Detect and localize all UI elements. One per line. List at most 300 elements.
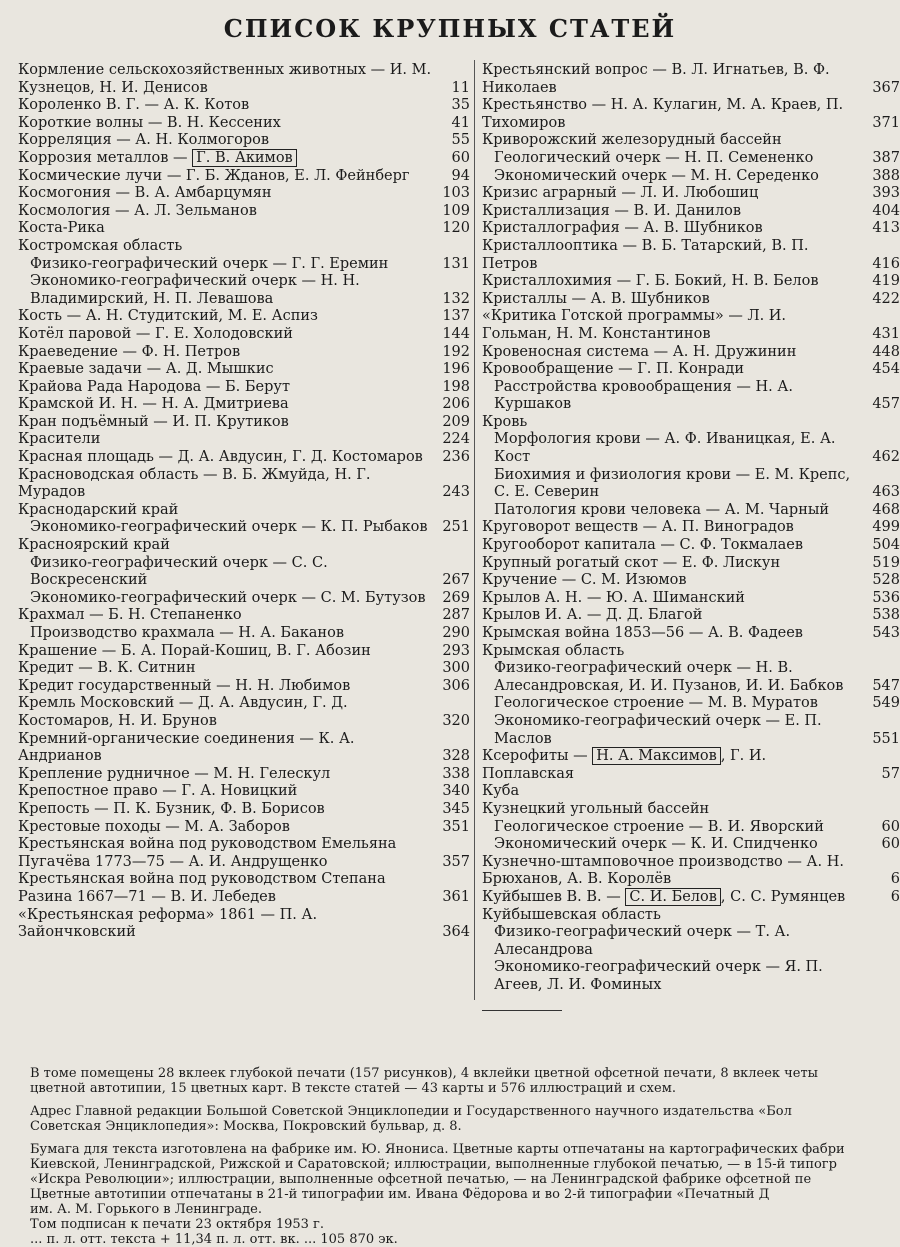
entry-text: Экономико-географический очерк — С. М. Бутузов xyxy=(30,589,426,606)
entry-text: Короткие волны — В. Н. Кессених xyxy=(18,114,281,131)
entry-text: Крашение — Б. А. Порай-Кошиц, В. Г. Абозин xyxy=(18,642,371,659)
entry-title xyxy=(482,607,856,625)
page-number: 357 xyxy=(442,853,470,870)
column-divider xyxy=(474,60,475,1000)
index-entry xyxy=(482,801,900,819)
entry-text: Криворожский железорудный бассейн xyxy=(482,132,782,149)
page-number: 290 xyxy=(442,625,470,641)
entry-title xyxy=(482,643,856,661)
index-entry xyxy=(18,643,470,661)
entry-text: Кремний-органические соединения — К. А. Андрианов xyxy=(18,730,355,765)
page-number: 41 xyxy=(451,114,470,131)
entry-text: Короленко В. Г. — А. К. Котов xyxy=(18,97,250,114)
page-number: 364 xyxy=(442,924,470,941)
entry-title xyxy=(482,203,856,221)
page-number: 419 xyxy=(872,273,900,290)
index-entry xyxy=(482,660,900,695)
page-number: 463 xyxy=(872,484,900,501)
deceased-author-box: Н. А. Максимов xyxy=(592,747,721,765)
entry-title xyxy=(494,379,856,414)
index-entry xyxy=(482,519,900,537)
entry-title xyxy=(18,414,434,432)
page-number: 387 xyxy=(872,149,900,166)
entry-title xyxy=(482,748,856,783)
entry-title xyxy=(18,537,434,555)
page-number: 504 xyxy=(872,537,900,554)
page-number: 60 xyxy=(451,149,470,166)
entry-text: Крепление рудничное — М. Н. Гелескул xyxy=(18,765,331,782)
entry-text: Коста-Рика xyxy=(18,220,105,237)
index-entry xyxy=(18,731,470,766)
index-entry xyxy=(18,467,470,502)
index-entry xyxy=(482,431,900,466)
entry-text: Кругооборот капитала — С. Ф. Токмалаев xyxy=(482,537,804,554)
page-number: 543 xyxy=(872,625,900,641)
page-number: 103 xyxy=(442,185,470,202)
index-entry xyxy=(482,643,900,661)
entry-text: Кузнечно-штамповочное производство — А. Н. Брюханов, А. В. Королёв xyxy=(482,853,844,888)
entry-text: Биохимия и физиология крови — Е. М. Крепс, С. Е. Северин xyxy=(494,466,851,501)
entry-text: Кристаллы — А. В. Шубников xyxy=(482,290,710,307)
entry-text: Кручение — С. М. Изюмов xyxy=(482,572,687,589)
page-number: 293 xyxy=(442,642,470,659)
entry-title xyxy=(18,220,434,238)
page-number: 137 xyxy=(442,308,470,325)
index-entry xyxy=(18,256,470,274)
imprint-line: цветной автотипии, 15 цветных карт. В тексте статей — 43 карты и 576 иллюстраций и схем. xyxy=(30,1081,676,1096)
entry-text: Крылов И. А. — Д. Д. Благой xyxy=(482,607,703,624)
page-number: 351 xyxy=(442,818,470,835)
entry-text: Крымская область xyxy=(482,642,625,659)
entry-text: Кровеносная система — А. Н. Дружинин xyxy=(482,343,797,360)
index-entry xyxy=(18,783,470,801)
entry-text: Кредит государственный — Н. Н. Любимов xyxy=(18,677,351,694)
entry-text: «Критика Готской программы» — Л. И. Гольман, Н. М. Константинов xyxy=(482,308,787,342)
entry-title xyxy=(494,150,856,168)
page-number: 236 xyxy=(442,449,470,466)
index-entry xyxy=(482,132,900,150)
index-entry xyxy=(482,414,900,432)
page-number: 55 xyxy=(451,132,470,149)
entry-text: Геологическое строение — М. В. Муратов xyxy=(494,695,818,712)
entry-title xyxy=(494,713,856,748)
page-number: 6 xyxy=(890,871,900,888)
index-entry xyxy=(18,396,470,414)
entry-title xyxy=(482,519,856,537)
entry-title xyxy=(30,590,434,608)
page-number: 367 xyxy=(872,79,900,96)
entry-title xyxy=(482,62,856,97)
page-number: 462 xyxy=(872,449,900,466)
page-number: 416 xyxy=(872,255,900,272)
entry-text: Крестьянство — Н. А. Кулагин, М. А. Краев, П. Тихомиров xyxy=(482,97,844,131)
entry-title xyxy=(482,344,856,362)
index-entry xyxy=(482,537,900,555)
entry-text: Кормление сельскохозяйственных животных — И. М. Кузнецов, Н. И. Денисов xyxy=(18,62,432,96)
index-entry xyxy=(482,238,900,273)
page-number: 371 xyxy=(872,114,900,131)
page-number: 388 xyxy=(872,167,900,184)
page-number: 60 xyxy=(881,836,900,853)
entry-text: Ксерофиты — xyxy=(482,748,588,765)
index-entry xyxy=(18,502,470,520)
entry-title xyxy=(494,168,856,186)
index-entry xyxy=(18,660,470,678)
entry-title xyxy=(482,308,856,343)
index-entry xyxy=(482,308,900,343)
entry-title xyxy=(18,819,434,837)
page-number: 547 xyxy=(872,677,900,694)
index-entry xyxy=(18,185,470,203)
page-number: 538 xyxy=(872,607,900,624)
entry-text: Крахмал — Б. Н. Степаненко xyxy=(18,607,242,624)
page-number: 468 xyxy=(872,501,900,518)
index-entry xyxy=(18,819,470,837)
index-entry xyxy=(482,97,900,132)
index-entry xyxy=(18,344,470,362)
entry-title xyxy=(482,537,856,555)
index-entry xyxy=(482,907,900,925)
entry-title xyxy=(494,695,856,713)
index-entry xyxy=(482,185,900,203)
entry-title xyxy=(482,625,856,643)
index-entry xyxy=(18,607,470,625)
entry-text: Крестьянская война под руководством Емельяна Пугачёва 1773—75 — А. И. Андрущенко xyxy=(18,836,397,870)
entry-title xyxy=(482,97,856,132)
page-number: 345 xyxy=(442,800,470,817)
index-entry xyxy=(482,62,900,97)
entry-title xyxy=(18,431,434,449)
left-column xyxy=(18,62,470,942)
entry-text: Кредит — В. К. Ситнин xyxy=(18,660,196,677)
entry-title xyxy=(30,555,434,590)
index-entry xyxy=(18,871,470,906)
entry-title xyxy=(18,361,434,379)
entry-title xyxy=(30,273,434,308)
page-number: 422 xyxy=(872,290,900,307)
index-entry xyxy=(18,414,470,432)
entry-title xyxy=(18,344,434,362)
index-entry xyxy=(18,801,470,819)
page-number: 404 xyxy=(872,202,900,219)
page-number: 519 xyxy=(872,554,900,571)
entry-title xyxy=(18,607,434,625)
entry-text: Котёл паровой — Г. Е. Холодовский xyxy=(18,325,293,342)
entry-title xyxy=(18,907,434,942)
entry-text: Крестовые походы — М. А. Заборов xyxy=(18,818,290,835)
entry-text: Кристаллизация — В. И. Данилов xyxy=(482,202,742,219)
entry-text: Крымская война 1853—56 — А. В. Фадеев xyxy=(482,625,803,641)
index-entry xyxy=(18,431,470,449)
entry-text: Экономический очерк — К. И. Спидченко xyxy=(494,836,818,853)
entry-title xyxy=(482,854,856,889)
index-entry xyxy=(18,326,470,344)
entry-title xyxy=(494,836,856,854)
entry-text: Крепостное право — Г. А. Новицкий xyxy=(18,783,298,800)
page-number: 549 xyxy=(872,695,900,712)
index-entry xyxy=(18,150,470,168)
entry-text: Космические лучи — Г. Б. Жданов, Е. Л. Фейнберг xyxy=(18,167,410,184)
entry-title xyxy=(18,238,434,256)
page-number: 528 xyxy=(872,572,900,589)
entry-text: Кость — А. Н. Студитский, М. Е. Аспиз xyxy=(18,308,318,325)
index-entry xyxy=(482,625,900,643)
imprint-line: Цветные автотипии отпечатаны в 21-й типографии им. Ивана Фёдорова и во 2-й типографии «Печатный Д xyxy=(30,1187,770,1202)
entry-title xyxy=(482,132,856,150)
page-number: 224 xyxy=(442,431,470,448)
index-entry xyxy=(482,150,900,168)
page-number: 206 xyxy=(442,396,470,413)
entry-title xyxy=(494,819,856,837)
index-entry xyxy=(18,361,470,379)
entry-text: Экономический очерк — М. Н. Середенко xyxy=(494,167,819,184)
index-entry xyxy=(482,854,900,889)
right-column xyxy=(482,62,900,994)
entry-text: Крестьянская война под руководством Степана Разина 1667—71 — В. И. Лебедев xyxy=(18,871,386,905)
entry-text: Физико-географический очерк — Т. А. Алесандрова xyxy=(494,924,791,958)
index-entry xyxy=(482,555,900,573)
entry-text: «Крестьянская реформа» 1861 — П. А. Зайончковский xyxy=(18,906,318,941)
entry-title xyxy=(18,308,434,326)
entry-title xyxy=(18,783,434,801)
entry-title xyxy=(18,132,434,150)
deceased-author-box: Г. В. Акимов xyxy=(192,149,297,167)
entry-text: Морфология крови — А. Ф. Иваницкая, Е. А. Кост xyxy=(494,431,836,466)
entry-text: Краеведение — Ф. Н. Петров xyxy=(18,343,241,360)
entry-title xyxy=(494,502,856,520)
index-entry xyxy=(482,379,900,414)
page-number: 328 xyxy=(442,748,470,765)
entry-title xyxy=(18,449,434,467)
entry-text: Крестьянский вопрос — В. Л. Игнатьев, В. Ф. Николаев xyxy=(482,62,830,96)
page-number: 35 xyxy=(451,97,470,114)
page-number: 132 xyxy=(442,290,470,307)
entry-text: Кремль Московский — Д. А. Авдусин, Г. Д. Костомаров, Н. И. Брунов xyxy=(18,695,348,729)
page-number: 11 xyxy=(451,79,470,96)
imprint-line: ... п. л. отт. текста + 11,34 п. л. отт. вк. ... 105 870 эк. xyxy=(30,1232,398,1247)
entry-text: Крупный рогатый скот — Е. Ф. Лискун xyxy=(482,554,781,571)
entry-title xyxy=(18,396,434,414)
index-entry xyxy=(18,238,470,256)
page-number: 269 xyxy=(442,589,470,606)
entry-title xyxy=(482,291,856,309)
entry-text: Красноводская область — В. Б. Жмуйда, Н. Г. Мурадов xyxy=(18,466,371,501)
entry-title xyxy=(482,907,856,925)
index-entry xyxy=(482,783,900,801)
entry-title xyxy=(482,889,856,907)
entry-text: Космология — А. Л. Зельманов xyxy=(18,202,257,219)
entry-title xyxy=(482,555,856,573)
index-entry xyxy=(482,220,900,238)
entry-title xyxy=(18,62,434,97)
deceased-author-box: С. И. Белов xyxy=(625,888,721,906)
index-entry xyxy=(18,308,470,326)
entry-text: Куба xyxy=(482,783,520,800)
entry-text: Куйбышевская область xyxy=(482,906,661,923)
imprint-line: В томе помещены 28 вклеек глубокой печати (157 рисунков), 4 вклейки цветной офсетной печати, 8 вклеек четы xyxy=(30,1066,818,1081)
page-number: 60 xyxy=(881,818,900,835)
page-number: 94 xyxy=(451,167,470,184)
index-entry xyxy=(482,273,900,291)
entry-title xyxy=(18,731,434,766)
entry-text: Коррозия металлов — xyxy=(18,149,188,166)
page-number: 144 xyxy=(442,325,470,342)
index-entry xyxy=(18,97,470,115)
index-entry xyxy=(18,519,470,537)
entry-text: Кризис аграрный — Л. И. Любошиц xyxy=(482,185,759,202)
entry-title xyxy=(482,414,856,432)
page-title: СПИСОК КРУПНЫХ СТАТЕЙ xyxy=(223,14,677,43)
entry-title xyxy=(18,467,434,502)
entry-text: Крайова Рада Народова — Б. Берут xyxy=(18,378,290,395)
entry-text: Геологическое строение — В. И. Яворский xyxy=(494,818,824,835)
entry-title xyxy=(482,273,856,291)
index-entry xyxy=(18,115,470,133)
index-entry xyxy=(18,132,470,150)
page-number: 306 xyxy=(442,677,470,694)
entry-text: Экономико-географический очерк — Н. Н. Владимирский, Н. П. Левашова xyxy=(30,273,360,307)
page-number: 340 xyxy=(442,783,470,800)
index-entry xyxy=(482,572,900,590)
entry-text: Патология крови человека — А. М. Чарный xyxy=(494,501,830,518)
page-number: 57 xyxy=(881,765,900,782)
entry-text: Красная площадь — Д. А. Авдусин, Г. Д. Костомаров xyxy=(18,449,423,466)
entry-title xyxy=(18,766,434,784)
entry-text-after: , Г. И. Поплавская xyxy=(482,748,767,782)
entry-text: Производство крахмала — Н. А. Баканов xyxy=(30,625,344,641)
imprint-line: Киевской, Ленинградской, Рижской и Саратовской; иллюстрации, выполненные глубокой печатью, — в 15-й типогр xyxy=(30,1157,837,1172)
entry-title xyxy=(18,203,434,221)
entry-title xyxy=(18,695,434,730)
index-entry xyxy=(18,168,470,186)
page-number: 499 xyxy=(872,519,900,536)
page-number: 109 xyxy=(442,202,470,219)
page-number: 413 xyxy=(872,220,900,237)
index-entry xyxy=(18,590,470,608)
page-number: 320 xyxy=(442,712,470,729)
imprint-line: Советская Энциклопедия»: Москва, Покровский бульвар, д. 8. xyxy=(30,1119,462,1134)
imprint-line: Том подписан к печати 23 октября 1953 г. xyxy=(30,1217,325,1232)
index-entry xyxy=(482,344,900,362)
entry-title xyxy=(18,150,434,168)
index-entry xyxy=(482,361,900,379)
entry-title xyxy=(482,220,856,238)
page-number: 267 xyxy=(442,572,470,589)
entry-title xyxy=(18,185,434,203)
entry-text: Экономико-географический очерк — К. П. Рыбаков xyxy=(30,519,428,536)
entry-text: Корреляция — А. Н. Колмогоров xyxy=(18,132,270,149)
entry-title xyxy=(18,379,434,397)
index-entry xyxy=(482,748,900,783)
entry-title xyxy=(18,168,434,186)
page-number: 6 xyxy=(890,888,900,905)
index-entry xyxy=(482,291,900,309)
index-entry xyxy=(482,959,900,994)
page-number: 192 xyxy=(442,343,470,360)
page-number: 551 xyxy=(872,730,900,747)
entry-text: Геологический очерк — Н. П. Семененко xyxy=(494,149,814,166)
page-number: 454 xyxy=(872,361,900,378)
entry-title xyxy=(494,660,856,695)
index-entry xyxy=(18,695,470,730)
entry-text: Экономико-географический очерк — Е. П. Маслов xyxy=(494,712,822,747)
entry-title xyxy=(18,97,434,115)
entry-title xyxy=(494,924,856,959)
imprint-line: «Искра Революции»; иллюстрации, выполненные офсетной печатью, — на Ленинградской фабрике офсетной пе xyxy=(30,1172,812,1187)
entry-text: Круговорот веществ — А. П. Виноградов xyxy=(482,519,794,536)
entry-title xyxy=(482,801,856,819)
entry-text: Костромская область xyxy=(18,237,183,254)
entry-title xyxy=(18,836,434,871)
entry-title xyxy=(30,519,434,537)
page-number: 536 xyxy=(872,589,900,606)
index-entry xyxy=(18,678,470,696)
entry-text: Крылов А. Н. — Ю. А. Шиманский xyxy=(482,589,745,606)
index-entry xyxy=(18,537,470,555)
index-entry xyxy=(18,625,470,643)
index-entry xyxy=(18,766,470,784)
index-entry xyxy=(482,607,900,625)
entry-text: Краевые задачи — А. Д. Мышкис xyxy=(18,361,274,378)
index-entry xyxy=(18,379,470,397)
entry-text: Экономико-географический очерк — Я. П. Агеев, Л. И. Фоминых xyxy=(494,959,823,993)
index-entry xyxy=(482,836,900,854)
imprint-line: им. А. М. Горького в Ленинграде. xyxy=(30,1202,262,1217)
index-entry xyxy=(482,713,900,748)
page-number: 361 xyxy=(442,888,470,905)
entry-title xyxy=(18,660,434,678)
entry-text: Кристаллооптика — В. Б. Татарский, В. П. Петров xyxy=(482,237,809,272)
entry-title xyxy=(30,625,434,643)
page-number: 338 xyxy=(442,765,470,782)
entry-text: Кузнецкий угольный бассейн xyxy=(482,800,710,817)
index-entry xyxy=(482,467,900,502)
page-number: 198 xyxy=(442,378,470,395)
entry-text: Космогония — В. А. Амбарцумян xyxy=(18,185,272,202)
entry-title xyxy=(482,783,856,801)
entry-text: Красноярский край xyxy=(18,537,170,554)
entry-text: Физико-географический очерк — Н. В. Алесандровская, И. И. Пузанов, И. И. Бабков xyxy=(494,660,844,694)
entry-title xyxy=(482,185,856,203)
imprint-line: Бумага для текста изготовлена на фабрике им. Ю. Янониса. Цветные карты отпечатаны на картографических фабри xyxy=(30,1142,845,1157)
entry-title xyxy=(482,590,856,608)
index-entry xyxy=(482,203,900,221)
entry-title xyxy=(18,871,434,906)
page-number: 131 xyxy=(442,255,470,272)
entry-text: Кровообращение — Г. П. Конради xyxy=(482,361,745,378)
page-number: 393 xyxy=(872,185,900,202)
entry-title xyxy=(482,572,856,590)
index-entry xyxy=(18,273,470,308)
page-number: 448 xyxy=(872,343,900,360)
page-number: 209 xyxy=(442,413,470,430)
entry-text: Физико-географический очерк — С. С. Воскресенский xyxy=(30,554,328,589)
index-entry xyxy=(18,555,470,590)
entry-title xyxy=(494,431,856,466)
page-number: 431 xyxy=(872,325,900,342)
entry-title xyxy=(18,502,434,520)
entry-title xyxy=(18,326,434,344)
entry-title xyxy=(494,959,856,994)
entry-title xyxy=(30,256,434,274)
section-divider xyxy=(482,1010,562,1011)
entry-title xyxy=(482,361,856,379)
page-number: 120 xyxy=(442,220,470,237)
index-entry xyxy=(482,168,900,186)
entry-title xyxy=(482,238,856,273)
entry-title xyxy=(18,801,434,819)
entry-text: Крамской И. Н. — Н. А. Дмитриева xyxy=(18,396,289,413)
